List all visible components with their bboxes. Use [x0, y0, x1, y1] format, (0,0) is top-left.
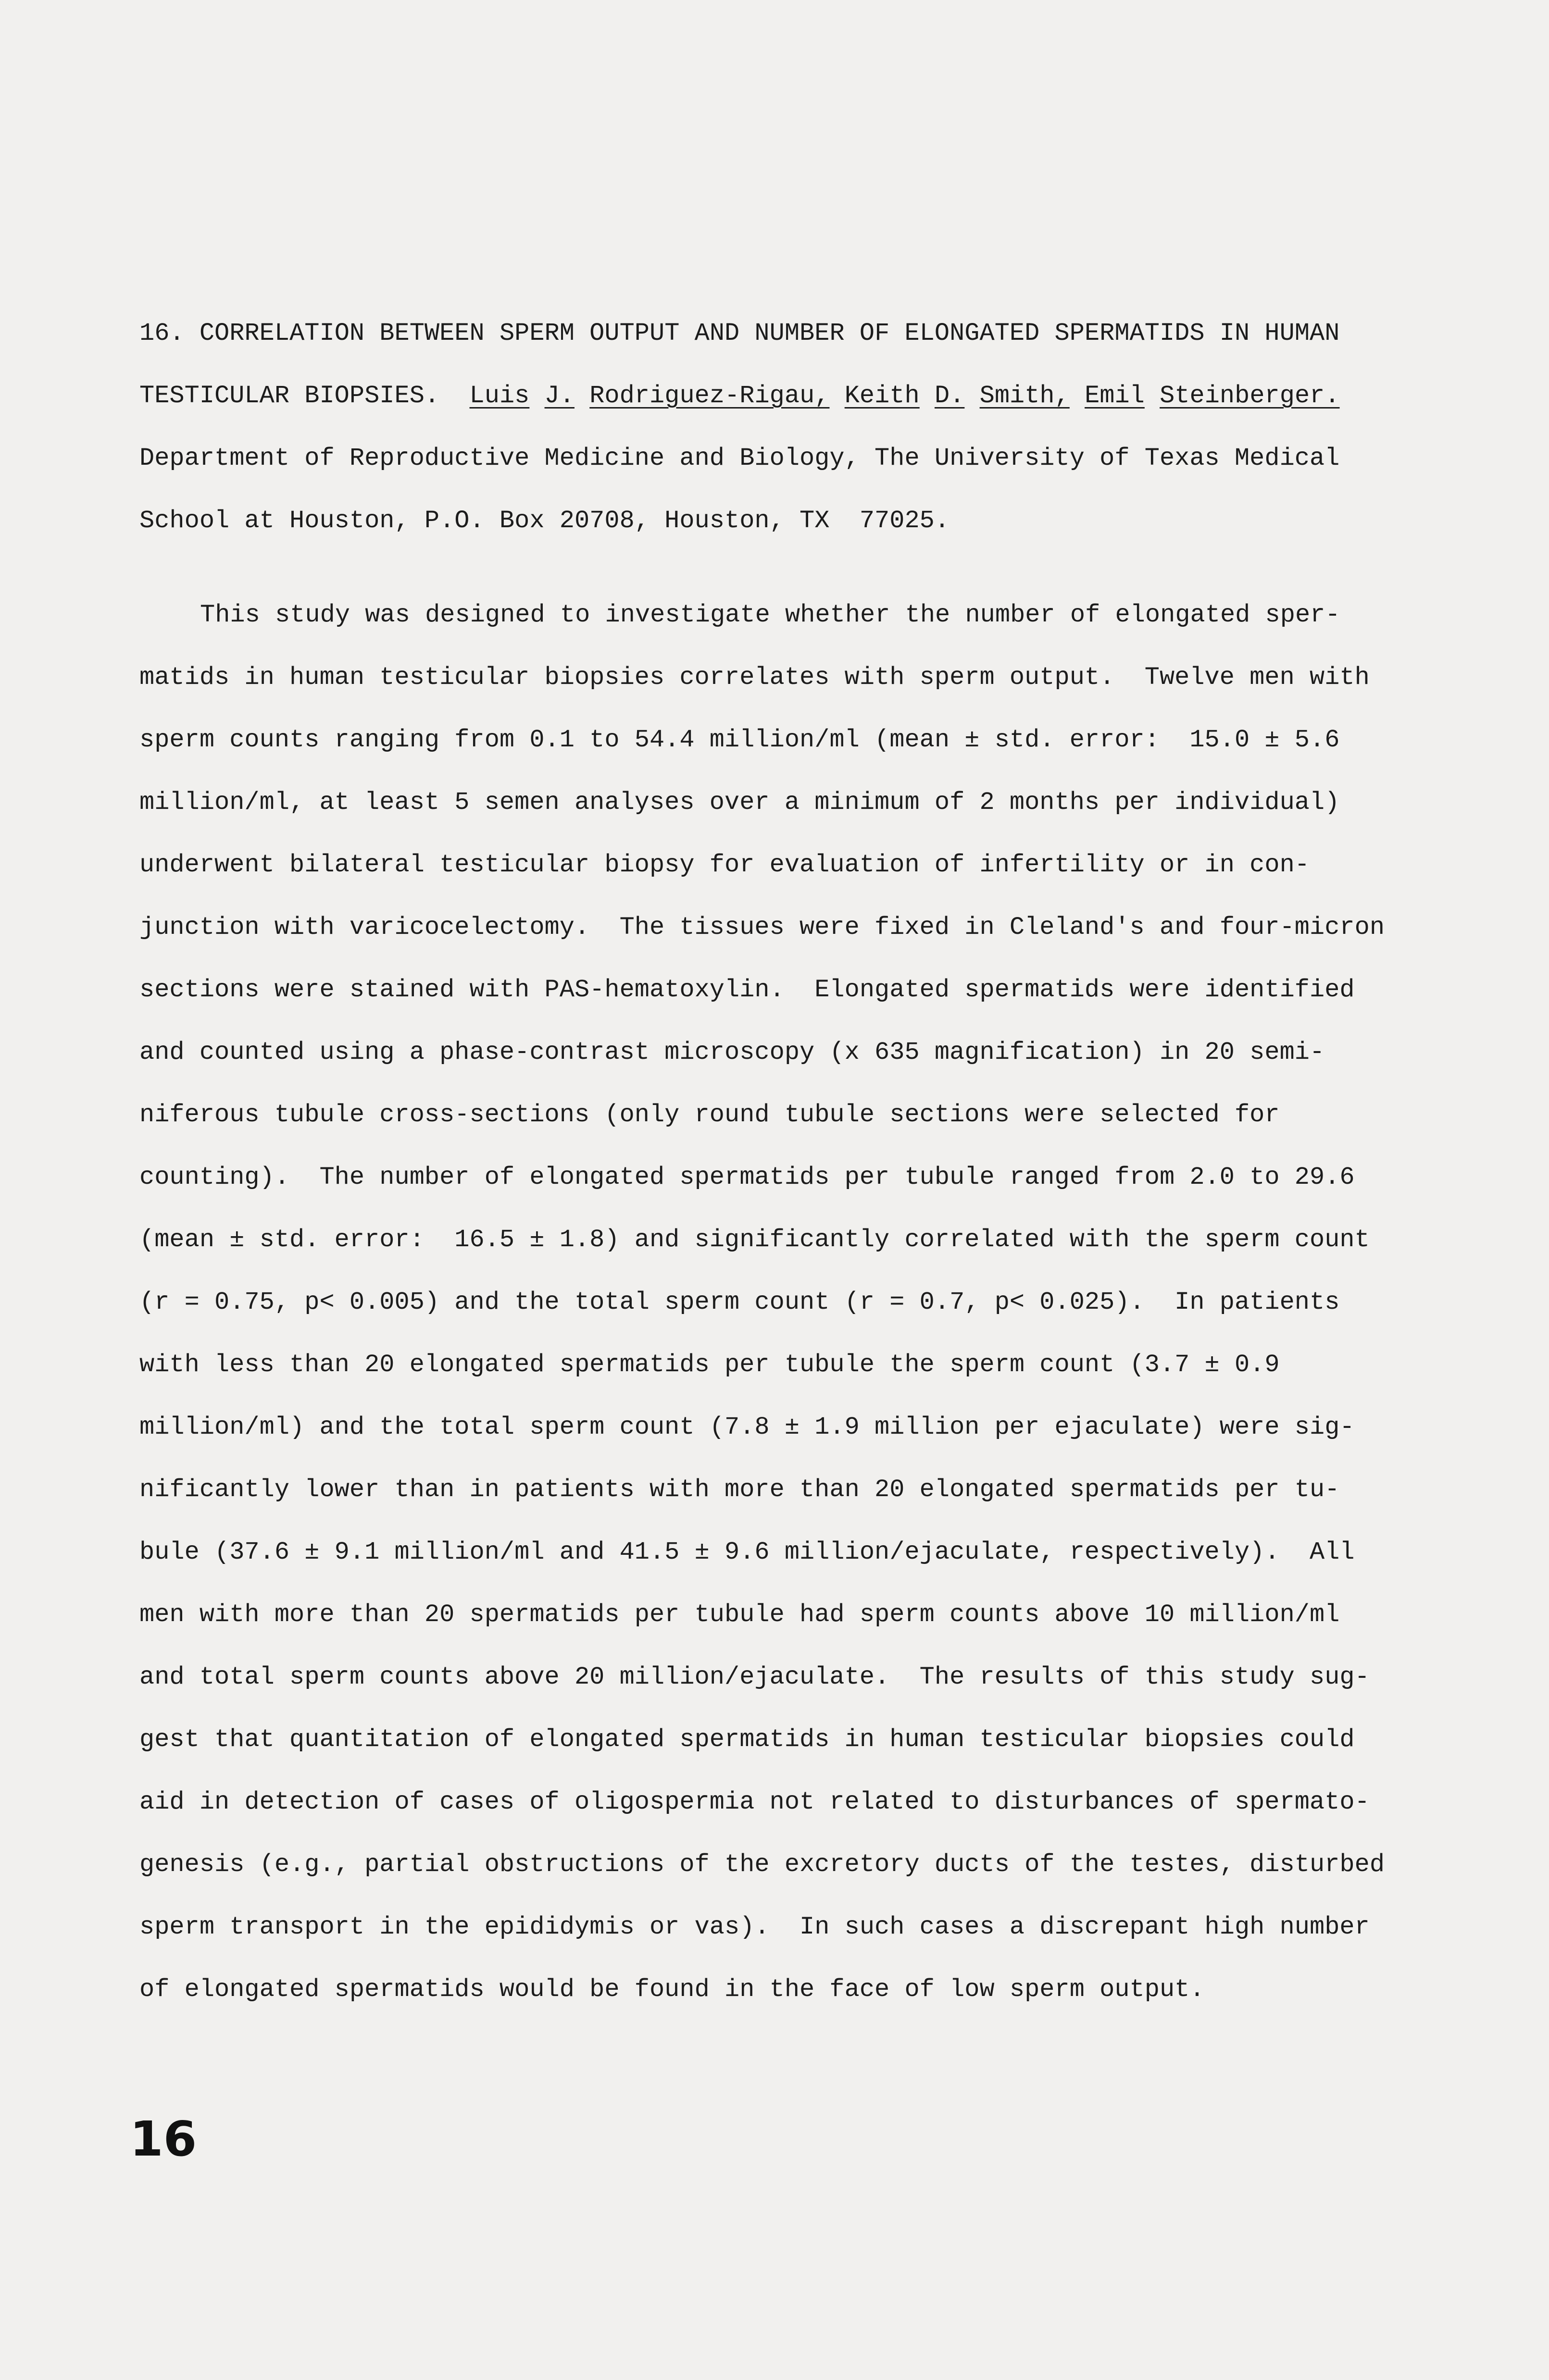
affiliation-line-1: Department of Reproductive Medicine and Biology, The University of Texas Medical [139, 444, 1340, 472]
affiliation-line-2: School at Houston, P.O. Box 20708, Houston, TX 77025. [139, 507, 950, 535]
body-line: million/ml, at least 5 semen analyses over a minimum of 2 months per individual) [139, 788, 1340, 817]
title-text-2: TESTICULAR BIOPSIES. [139, 382, 440, 410]
body-line: and total sperm counts above 20 million/ejaculate. The results of this study sug- [139, 1663, 1370, 1691]
body-line: and counted using a phase-contrast microscopy (x 635 magnification) in 20 semi- [139, 1038, 1325, 1066]
body-line: million/ml) and the total sperm count (7.8 ± 1.9 million per ejaculate) were sig- [139, 1413, 1355, 1441]
body-line: bule (37.6 ± 9.1 million/ml and 41.5 ± 9.6 million/ejaculate, respectively). All [139, 1538, 1355, 1566]
body-line: genesis (e.g., partial obstructions of the excretory ducts of the testes, disturbed [139, 1850, 1385, 1879]
page-number: 16 [130, 2111, 197, 2167]
body-line: sections were stained with PAS-hematoxylin. Elongated spermatids were identified [139, 976, 1355, 1004]
body-line: (mean ± std. error: 16.5 ± 1.8) and significantly correlated with the sperm count [139, 1226, 1370, 1254]
body-line: men with more than 20 spermatids per tubule had sperm counts above 10 million/ml [139, 1600, 1340, 1629]
body-line: This study was designed to investigate whether the number of elongated sper- [200, 601, 1340, 629]
body-line: (r = 0.75, p< 0.005) and the total sperm count (r = 0.7, p< 0.025). In patients [139, 1288, 1340, 1316]
body-line: gest that quantitation of elongated spermatids in human testicular biopsies could [139, 1725, 1355, 1754]
body-line: junction with varicocelectomy. The tissues were fixed in Cleland's and four-micron [139, 913, 1385, 942]
title-line-1 [139, 318, 1339, 349]
body-line: underwent bilateral testicular biopsy for evaluation of infertility or in con- [139, 851, 1310, 879]
body-line: of elongated spermatids would be found in the face of low sperm output. [139, 1975, 1205, 2004]
body-line: aid in detection of cases of oligospermia not related to disturbances of spermato- [139, 1788, 1370, 1816]
author-1-initial: J. [544, 382, 575, 410]
author-2-last: Smith, [979, 382, 1070, 410]
body-line: matids in human testicular biopsies correlates with sperm output. Twelve men with [139, 663, 1370, 692]
title-authors-line [139, 381, 1340, 411]
author-3-last: Steinberger. [1160, 382, 1340, 410]
author-1-first: Luis [469, 382, 530, 410]
body-line: sperm transport in the epididymis or vas). In such cases a discrepant high number [139, 1913, 1370, 1941]
author-3-first: Emil [1085, 382, 1145, 410]
abstract-number: 16. [139, 319, 185, 347]
author-2-first: Keith [844, 382, 920, 410]
body-line: sperm counts ranging from 0.1 to 54.4 million/ml (mean ± std. error: 15.0 ± 5.6 [139, 726, 1340, 754]
body-line: counting). The number of elongated spermatids per tubule ranged from 2.0 to 29.6 [139, 1163, 1355, 1191]
author-1-last: Rodriguez-Rigau, [589, 382, 830, 410]
body-line: niferous tubule cross-sections (only round tubule sections were selected for [139, 1101, 1280, 1129]
body-line: nificantly lower than in patients with more than 20 elongated spermatids per tu- [139, 1475, 1340, 1504]
title-text-1: CORRELATION BETWEEN SPERM OUTPUT AND NUMBER OF ELONGATED SPERMATIDS IN HUMAN [199, 319, 1340, 347]
body-line: with less than 20 elongated spermatids per tubule the sperm count (3.7 ± 0.9 [139, 1351, 1280, 1379]
author-2-initial: D. [934, 382, 965, 410]
